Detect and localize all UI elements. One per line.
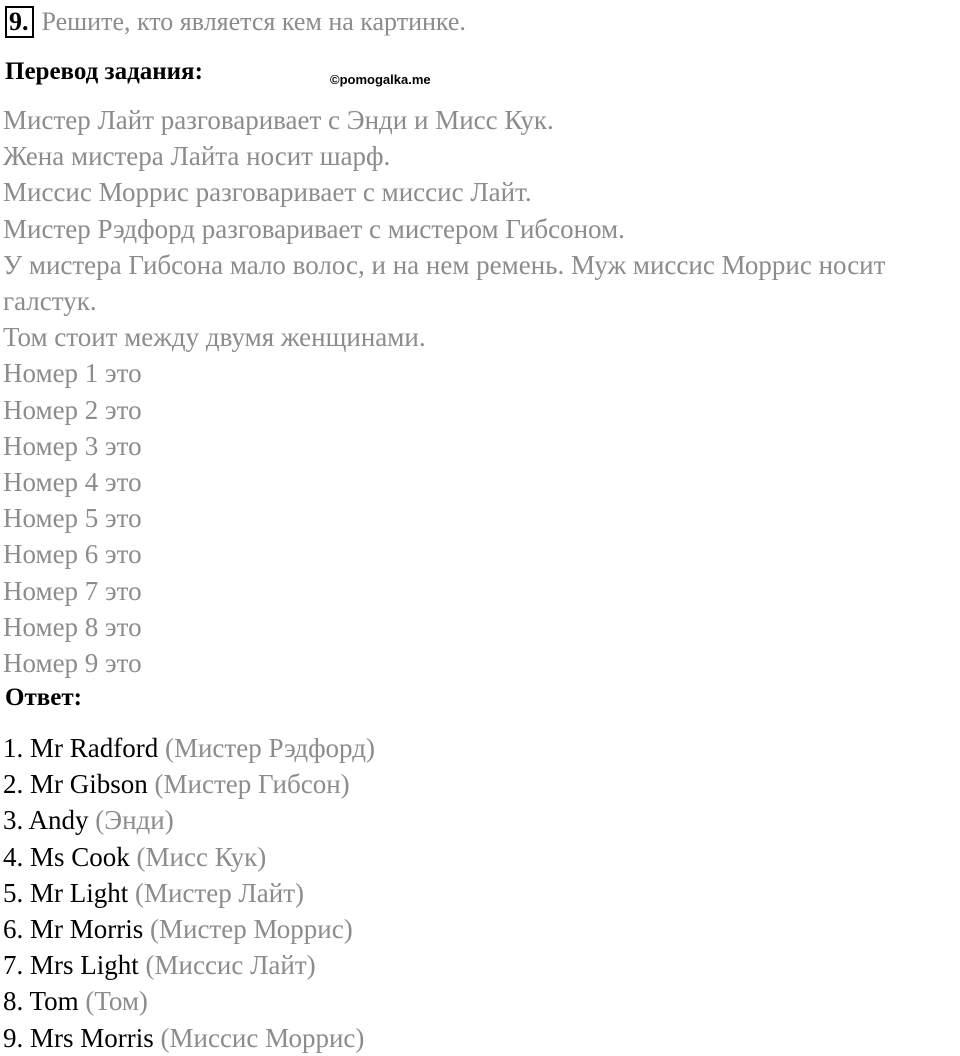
translation-heading: Перевод задания: [5, 58, 203, 85]
answer-number: 1. [3, 733, 24, 763]
translation-line: Мистер Рэдфорд разговаривает с мистером Гибсоном. [3, 213, 625, 244]
answer-translation: (Мисс Кук) [136, 841, 267, 872]
answer-item [3, 730, 375, 766]
translation-line: Номер 4 это [3, 467, 142, 498]
translation-line: Том стоит между двумя женщинами. [3, 322, 426, 353]
answer-number: 5. [3, 877, 24, 908]
answer-heading: Ответ: [5, 684, 82, 711]
translation-line: Номер 5 это [3, 503, 142, 534]
answer-number: 6. [3, 914, 24, 945]
answer-list [3, 730, 375, 1056]
translation-line: Номер 7 это [3, 575, 142, 606]
answer-name: Tom [29, 986, 79, 1017]
answer-item [3, 947, 375, 983]
answer-translation: (Мистер Моррис) [150, 914, 353, 945]
task-number: 9. [5, 6, 34, 38]
translation-line: Номер 6 это [3, 539, 142, 570]
answer-number: 4. [3, 841, 24, 872]
answer-item [3, 1020, 375, 1056]
answer-name: Mrs Morris [30, 1022, 154, 1053]
answer-number: 7. [3, 950, 24, 981]
answer-name: Mrs Light [30, 950, 139, 981]
translation-line: Мистер Лайт разговаривает с Энди и Мисс Кук. [3, 105, 554, 135]
answer-item [3, 875, 375, 911]
answer-item [3, 839, 375, 875]
answer-translation: (Миссис Моррис) [160, 1022, 365, 1053]
translation-line: Номер 9 это [3, 648, 142, 679]
translation-line: Номер 1 это [3, 358, 142, 389]
translation-lines [3, 102, 958, 681]
translation-line: Номер 2 это [3, 394, 142, 425]
translation-line: Номер 3 это [3, 430, 142, 461]
answer-translation: (Мистер Рэдфорд) [164, 733, 375, 763]
answer-number: 8. [3, 986, 24, 1017]
answer-name: Mr Light [30, 877, 129, 908]
answer-translation: (Том) [85, 986, 148, 1017]
answer-name: Ms Cook [30, 841, 130, 872]
answer-item [3, 983, 375, 1019]
answer-number: 9. [3, 1022, 24, 1053]
answer-name: Mr Radford [30, 733, 159, 763]
answer-name: Mr Gibson [30, 769, 148, 800]
translation-line: У мистера Гибсона мало волос, и на нем ремень. Муж миссис Моррис носит галстук. [3, 249, 886, 317]
answer-item [3, 911, 375, 947]
answer-translation: (Миссис Лайт) [145, 950, 316, 981]
answer-number: 2. [3, 769, 24, 800]
translation-line: Номер 8 это [3, 611, 142, 642]
answer-item [3, 766, 375, 802]
translation-line: Жена мистера Лайта носит шарф. [3, 141, 391, 172]
answer-translation: (Энди) [95, 805, 174, 836]
answer-translation: (Мистер Гибсон) [154, 769, 350, 800]
answer-item [3, 802, 375, 838]
answer-translation: (Мистер Лайт) [135, 877, 305, 908]
answer-number: 3. [3, 805, 24, 836]
answer-name: Andy [28, 805, 89, 836]
task-header [5, 3, 466, 41]
watermark: ©pomogalka.me [330, 72, 431, 87]
translation-line: Миссис Моррис разговаривает с миссис Лайт. [3, 177, 532, 208]
answer-name: Mr Morris [30, 914, 144, 945]
task-text: Решите, кто является кем на картинке. [41, 7, 466, 36]
